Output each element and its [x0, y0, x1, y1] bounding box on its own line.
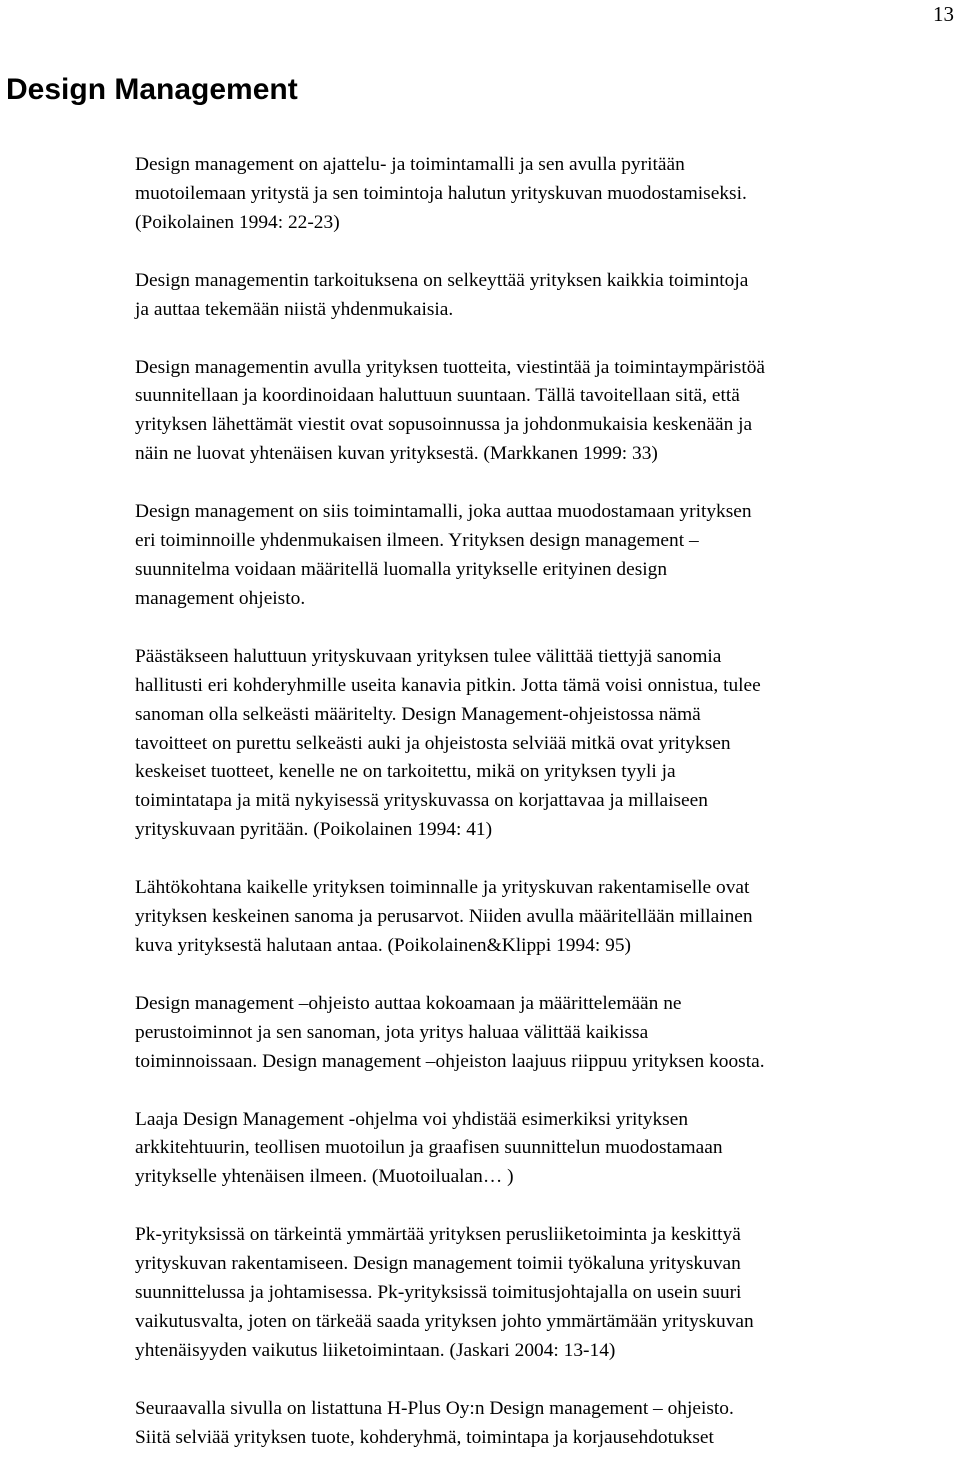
text-line: Lähtökohtana kaikelle yrityksen toiminnalle ja yrityskuvan rakentamiselle ovat	[135, 877, 750, 899]
paragraph	[135, 874, 955, 961]
text-line: vaikutusvalta, joten on tärkeää saada yrityksen johto ymmärtämään yrityskuvan	[135, 1311, 754, 1332]
text-line: yrityksen lähettämät viestit ovat sopusoinnussa ja johdonmukaisia keskenään ja	[135, 414, 753, 436]
text-line: toimintatapa ja mitä nykyisessä yrityskuvassa on korjattavaa ja millaiseen	[135, 790, 708, 812]
text-line: Seuraavalla sivulla on listattuna H-Plus Oy:n Design management – ohjeisto.	[135, 1397, 734, 1419]
text-line: yhtenäisyyden vaikutus liiketoimintaan. (Jaskari 2004: 13-14)	[135, 1339, 616, 1361]
paragraph	[135, 1221, 955, 1366]
text-line: hallitusti eri kohderyhmille useita kanavia pitkin. Jotta tämä voisi onnistua, tulee	[135, 674, 761, 696]
text-line: tavoitteet on purettu selkeästi auki ja ohjeistosta selviää mitkä ovat yrityksen	[135, 732, 731, 754]
text-line: management ohjeisto.	[135, 587, 306, 609]
text-line: yrityskuvan rakentamiseen. Design management toimii työkaluna yrityskuvan	[135, 1253, 741, 1275]
text-line: Pk-yrityksissä on tärkeintä ymmärtää yrityksen perusliiketoiminta ja keskittyä	[135, 1224, 741, 1246]
text-line: toiminnoissaan. Design management –ohjeiston laajuus riippuu yrityksen koosta.	[135, 1050, 765, 1072]
paragraph	[135, 1106, 955, 1193]
text-line: keskeiset tuotteet, kenelle ne on tarkoitettu, mikä on yrityksen tyyli ja	[135, 761, 676, 783]
section-heading: Design Management	[6, 73, 298, 106]
text-line: näin ne luovat yhtenäisen kuvan yrityksestä. (Markkanen 1999: 33)	[135, 443, 658, 465]
text-line: yrityskuvaan pyritään. (Poikolainen 1994: 41)	[135, 819, 493, 841]
text-line: muotoilemaan yritystä ja sen toimintoja halutun yrityskuvan muodostamiseksi.	[135, 182, 747, 204]
body-text	[135, 151, 955, 1453]
text-line: Laaja Design Management -ohjelma voi yhdistää esimerkiksi yrityksen	[135, 1108, 689, 1130]
text-line: Design managementin avulla yrityksen tuotteita, viestintää ja toimintaympäristöä	[135, 356, 766, 378]
paragraph	[135, 1395, 955, 1453]
text-line: Siitä selviää yrityksen tuote, kohderyhmä, toimintapa ja korjausehdotukset	[135, 1426, 714, 1448]
text-line: Design management on siis toimintamalli, joka auttaa muodostamaan yrityksen	[135, 501, 752, 523]
text-line: suunnitelma voidaan määritellä luomalla yritykselle erityinen design	[135, 558, 668, 580]
paragraph	[135, 498, 955, 614]
text-line: suunnitellaan ja koordinoidaan haluttuun suuntaan. Tällä tavoitellaan sitä, että	[135, 385, 740, 407]
text-line: yritykselle yhtenäisen ilmeen. (Muotoilualan… )	[135, 1166, 514, 1188]
text-line: sanoman olla selkeästi määritelty. Design Management-ohjeistossa nämä	[135, 703, 701, 725]
paragraph	[135, 643, 955, 845]
text-line: Päästäkseen haluttuun yrityskuvaan yrityksen tulee välittää tiettyjä sanomia	[135, 645, 722, 667]
paragraph	[135, 267, 955, 325]
text-line: kuva yrityksestä halutaan antaa. (Poikolainen&Klippi 1994: 95)	[135, 934, 631, 956]
text-line: eri toiminnoille yhdenmukaisen ilmeen. Yrityksen design management –	[135, 530, 699, 552]
text-line: ja auttaa tekemään niistä yhdenmukaisia.	[135, 298, 454, 320]
text-line: Design managementin tarkoituksena on selkeyttää yrityksen kaikkia toimintoja	[135, 269, 749, 291]
text-line: yrityksen keskeinen sanoma ja perusarvot. Niiden avulla määritellään millainen	[135, 906, 753, 928]
page-number: 13	[933, 2, 954, 26]
text-line: arkkitehtuurin, teollisen muotoilun ja graafisen suunnittelun muodostamaan	[135, 1137, 723, 1159]
paragraph	[135, 990, 955, 1077]
paragraph	[135, 354, 955, 470]
text-line: suunnittelussa ja johtamisessa. Pk-yrityksissä toimitusjohtajalla on usein suuri	[135, 1282, 742, 1304]
paragraph	[135, 151, 955, 238]
text-line: (Poikolainen 1994: 22-23)	[135, 211, 340, 233]
text-line: Design management on ajattelu- ja toimintamalli ja sen avulla pyritään	[135, 154, 685, 175]
text-line: perustoiminnot ja sen sanoman, jota yritys haluaa välittää kaikissa	[135, 1021, 649, 1043]
text-line: Design management –ohjeisto auttaa kokoamaan ja määrittelemään ne	[135, 992, 682, 1014]
